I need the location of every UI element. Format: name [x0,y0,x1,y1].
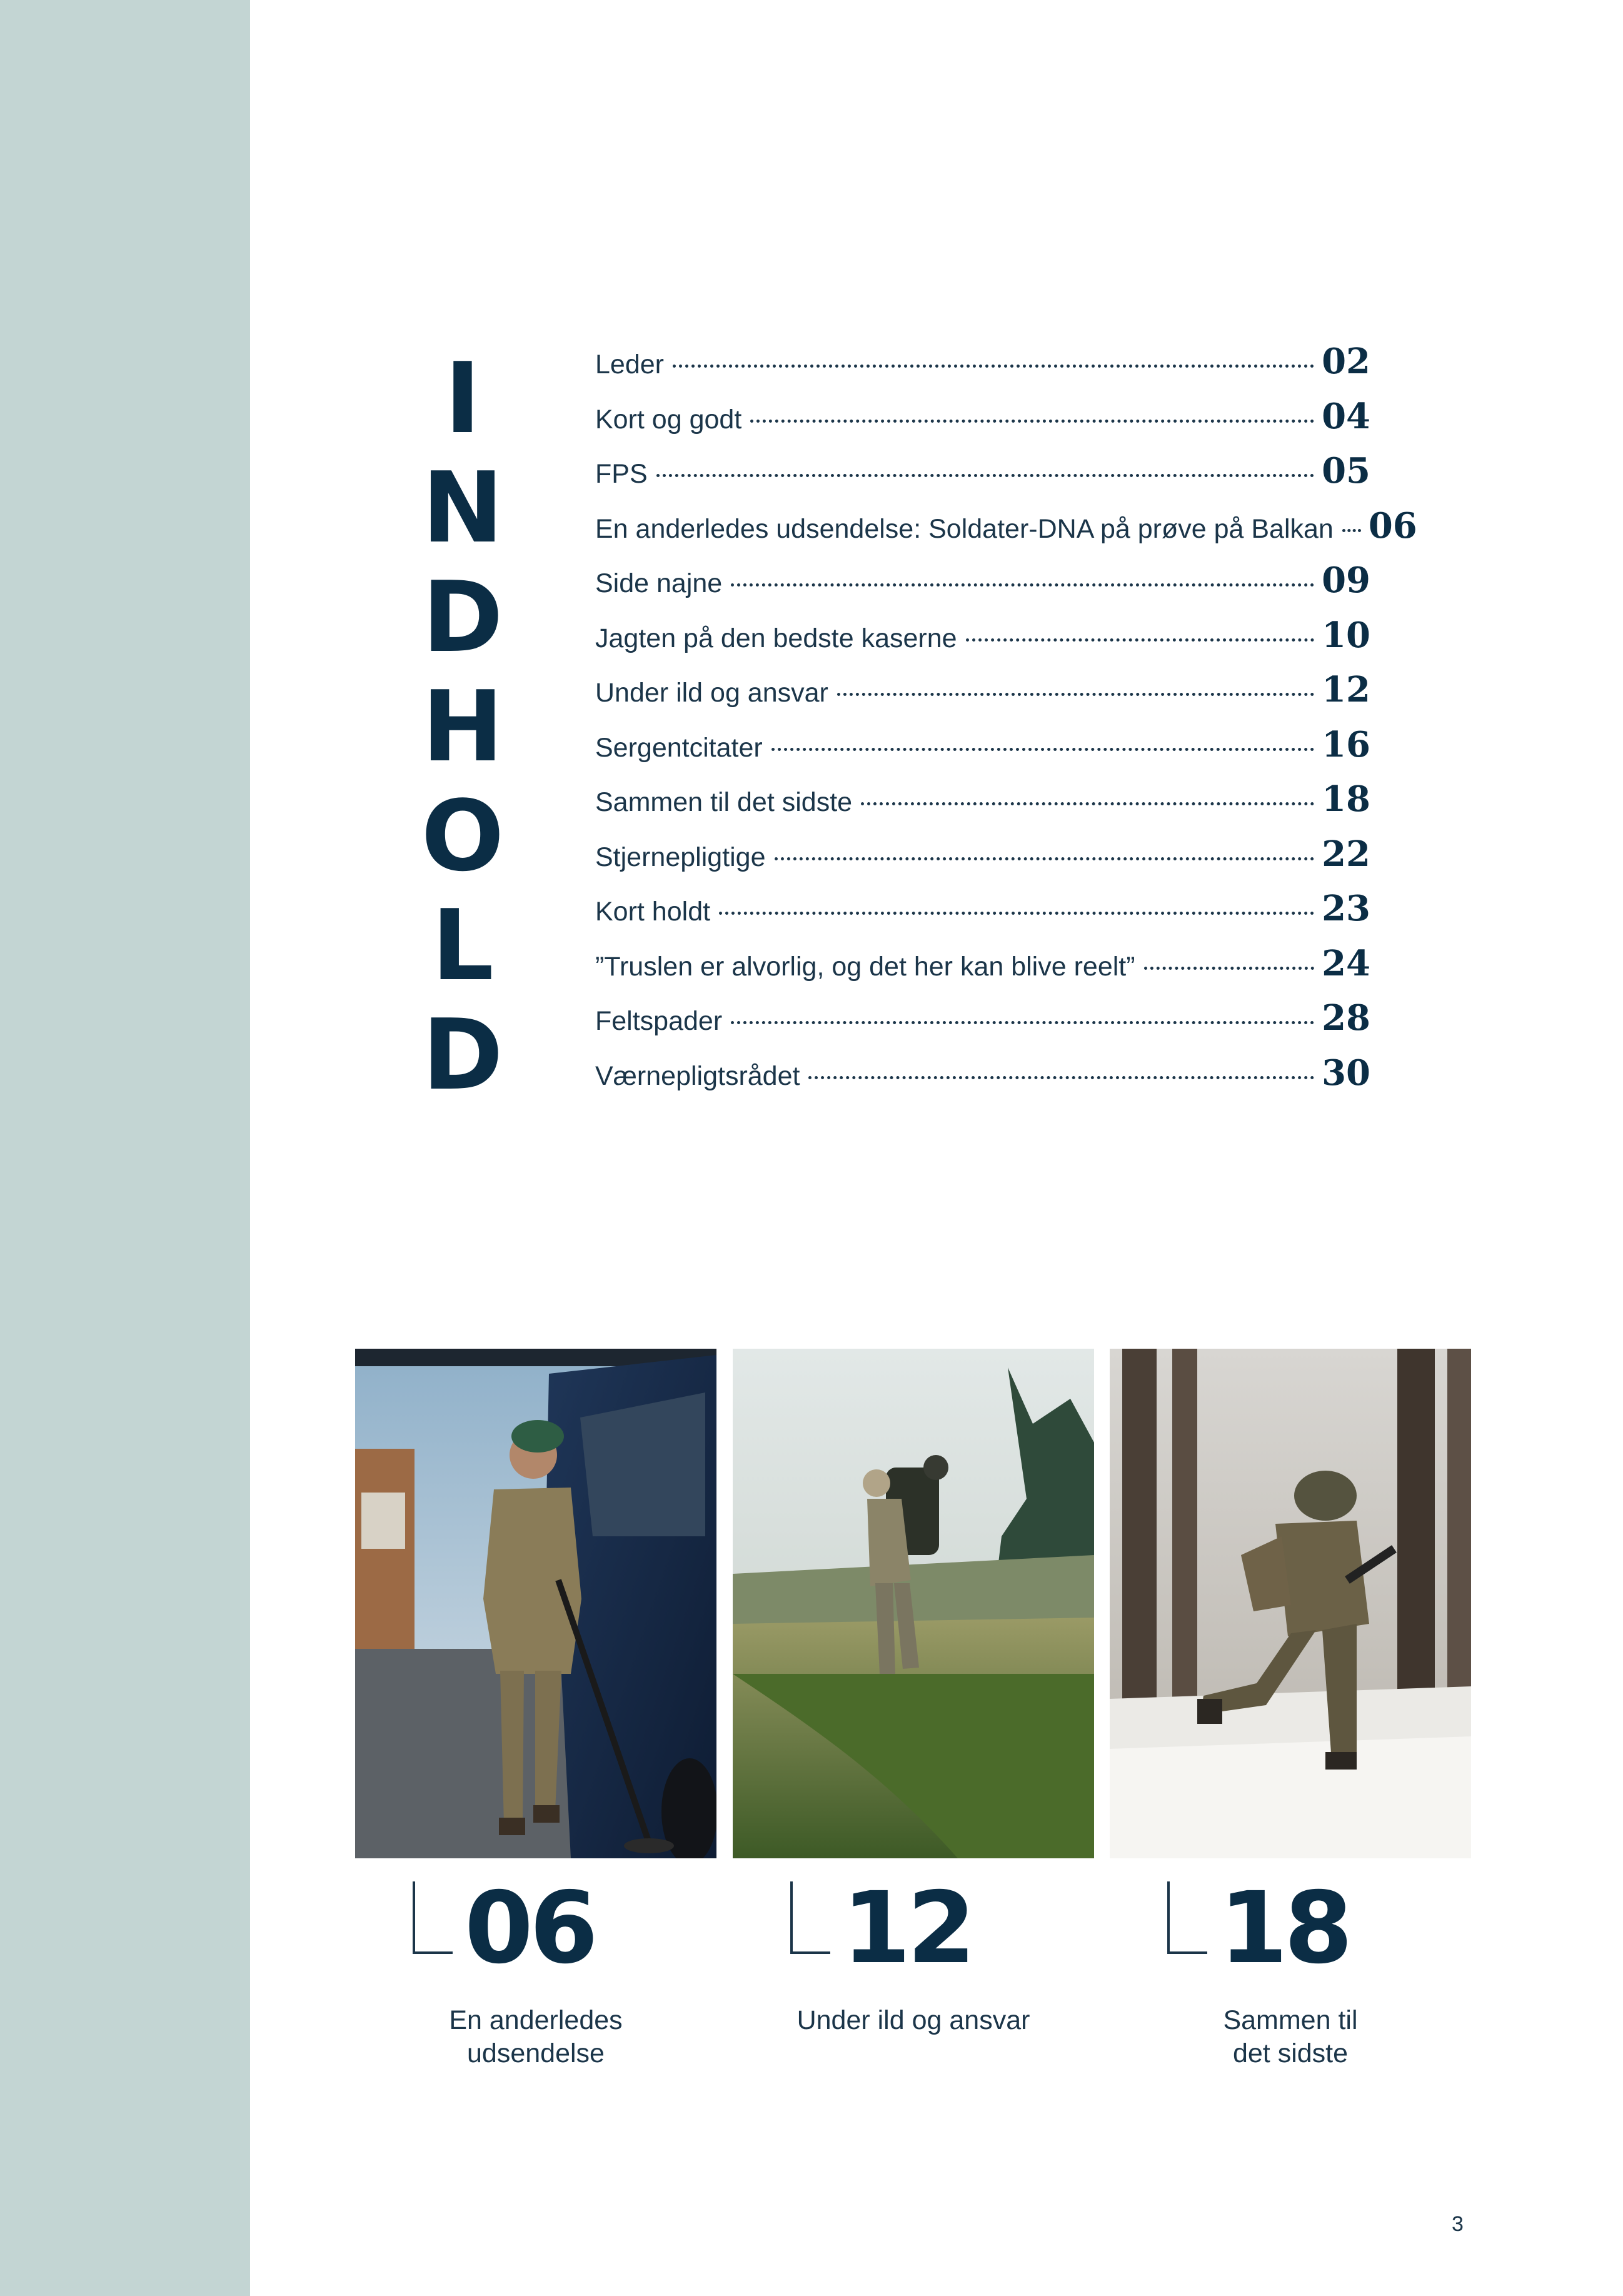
soldier-inspecting-vehicle-photo[interactable] [355,1349,716,1858]
dot-leader [837,693,1314,696]
toc-label: FPS [595,459,648,489]
toc-label: Sergentcitater [595,732,763,763]
contents-title [388,341,538,1112]
table-of-contents [595,341,1417,1107]
toc-label: En anderledes udsendelse: Soldater-DNA på prøve på Balkan [595,513,1334,544]
toc-page-number: 18 [1322,778,1370,820]
toc-entry-feltspader[interactable] [595,997,1370,1052]
dot-leader [719,912,1314,915]
toc-page-number: 06 [1368,505,1417,546]
corner-bracket [1167,1881,1207,1954]
toc-label: Sammen til det sidste [595,787,853,817]
toc-label: Kort og godt [595,404,742,435]
title-letter: H [421,670,504,783]
feature-page-number: 18 [1219,1871,1349,1986]
sidebar-band [0,0,250,2296]
toc-entry-kort-og-godt[interactable] [595,396,1370,451]
dot-leader [731,583,1314,587]
toc-page-number: 23 [1322,888,1370,929]
title-letter: D [422,560,503,674]
toc-page-number: 09 [1322,560,1370,601]
title-letter: N [421,451,504,565]
toc-page-number: 10 [1322,614,1370,656]
dot-leader [775,857,1314,860]
dot-leader [1144,967,1314,970]
toc-page-number: 02 [1322,341,1370,382]
dot-leader [673,365,1314,368]
toc-page-number: 12 [1322,669,1370,710]
toc-entry-sammen[interactable] [595,778,1370,833]
feature-caption: Sammen til det sidste [1223,2005,1358,2068]
soldier-in-field-photo[interactable] [733,1349,1094,1858]
feature-page-number: 12 [842,1871,972,1986]
toc-entry-leder[interactable] [595,341,1370,396]
toc-entry-sergentcitater[interactable] [595,724,1370,779]
toc-entry-jagten[interactable] [595,615,1370,670]
dot-leader [656,474,1314,477]
title-letter: D [422,998,503,1112]
toc-entry-stjernepligtige[interactable] [595,833,1370,889]
toc-page-number: 22 [1322,833,1370,875]
feature-caption: Under ild og ansvar [796,2005,1030,2035]
toc-entry-kort-holdt[interactable] [595,888,1370,943]
feature-caption: En anderledes udsendelse [449,2005,623,2068]
soldier-running-in-snow-photo[interactable] [1110,1349,1471,1858]
toc-entry-fps[interactable] [595,450,1370,505]
toc-label: Kort holdt [595,897,711,927]
toc-label: Jagten på den bedste kaserne [595,623,957,653]
title-letter: L [431,889,494,1002]
dot-leader [771,748,1314,751]
toc-label: Under ild og ansvar [595,678,828,708]
dot-leader [750,420,1314,423]
corner-bracket [413,1881,453,1954]
toc-label: Stjernepligtige [595,842,766,872]
toc-page-number: 16 [1322,723,1370,765]
dot-leader [861,802,1314,805]
toc-entry-anderledes-udsendelse[interactable] [595,505,1417,560]
title-letter: O [421,779,505,893]
dot-leader [731,1021,1314,1024]
dot-leader [966,638,1314,642]
toc-label: ”Truslen er alvorlig, og det her kan blive reelt” [595,951,1135,982]
toc-label: Værnepligtsrådet [595,1060,800,1091]
toc-label: Side najne [595,568,723,598]
dot-leader [1342,529,1361,532]
toc-entry-truslen[interactable] [595,943,1370,998]
page-number: 3 [1452,2212,1464,2236]
dot-leader [808,1076,1314,1079]
toc-entry-under-ild[interactable] [595,669,1370,724]
toc-entry-vaernepligtsraadet[interactable] [595,1052,1370,1107]
toc-entry-side-najne[interactable] [595,560,1370,615]
toc-page-number: 04 [1322,395,1370,437]
toc-page-number: 28 [1322,997,1370,1039]
toc-label: Leder [595,350,664,380]
toc-page-number: 05 [1322,450,1370,491]
title-letter: I [444,341,481,455]
corner-bracket [790,1881,830,1954]
feature-page-number: 06 [465,1871,595,1986]
toc-page-number: 30 [1322,1052,1370,1094]
toc-page-number: 24 [1322,942,1370,984]
toc-label: Feltspader [595,1006,723,1036]
